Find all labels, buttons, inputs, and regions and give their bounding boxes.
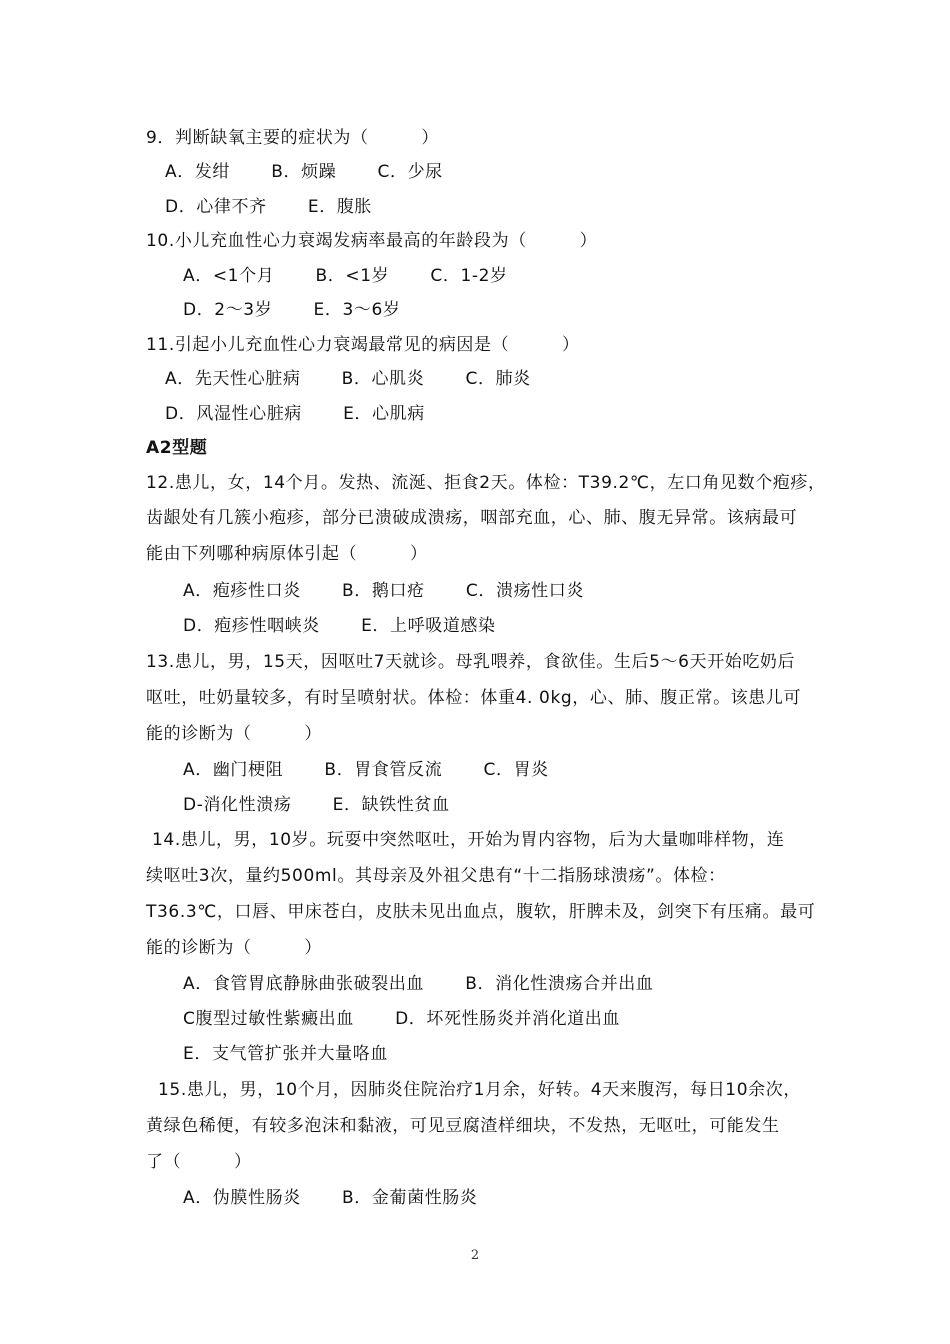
question-10: 10.小儿充血性心力衰竭发病率最高的年龄段为（ ） xyxy=(146,231,598,251)
question-15-line-1: 15.患儿，男，10个月，因肺炎住院治疗1月余，好转。4天来腹泻，每日10余次， xyxy=(146,1080,801,1100)
question-14-option-e: E．支气管扩张并大量咯血 xyxy=(183,1044,388,1064)
question-9: 9．判断缺氧主要的症状为（ ） xyxy=(146,128,440,148)
question-14-options-cd: C腹型过敏性紫癜出血 D．坏死性肠炎并消化道出血 xyxy=(183,1009,620,1029)
question-15-line-3: 了（ ） xyxy=(146,1152,252,1172)
question-12-options-abc: A．疱疹性口炎 B．鹅口疮 C．溃疡性口炎 xyxy=(183,581,584,601)
question-9-options-abc: A．发绀 B．烦躁 C．少尿 xyxy=(165,162,443,182)
question-13-line-1: 13.患儿，男，15天，因呕吐7天就诊。母乳喂养，食欲佳。生后5～6天开始吃奶后 xyxy=(146,652,796,672)
question-12-options-de: D．疱疹性咽峡炎 E．上呼吸道感染 xyxy=(183,616,496,636)
question-14-line-3: T36.3℃，口唇、甲床苍白，皮肤未见出血点，腹软，肝脾未及，剑突下有压痛。最可 xyxy=(146,902,816,922)
question-11-options-de: D．风湿性心脏病 E．心肌病 xyxy=(165,404,425,424)
page-number: 2 xyxy=(470,1248,480,1263)
question-10-options-abc: A．<1个月 B．<1岁 C．1-2岁 xyxy=(183,266,508,286)
question-13-line-3: 能的诊断为（ ） xyxy=(146,724,322,744)
question-14-line-2: 续呕吐3次，量约500ml。其母亲及外祖父患有“十二指肠球溃疡”。体检： xyxy=(146,866,726,886)
question-11: 11.引起小儿充血性心力衰竭最常见的病因是（ ） xyxy=(146,335,580,355)
question-13-line-2: 呕吐，吐奶量较多，有时呈喷射状。体检：体重4. 0kg，心、肺、腹正常。该患儿可 xyxy=(146,688,802,708)
question-11-options-abc: A．先天性心脏病 B．心肌炎 C．肺炎 xyxy=(165,369,531,389)
question-13-options-abc: A．幽门梗阻 B．胃食管反流 C．胃炎 xyxy=(183,760,549,780)
question-12-line-2: 齿龈处有几簇小疱疹，部分已溃破成溃疡，咽部充血，心、肺、腹无异常。该病最可 xyxy=(146,508,798,528)
question-13-options-de: D-消化性溃疡 E．缺铁性贫血 xyxy=(183,795,450,815)
question-9-options-de: D．心律不齐 E．腹胀 xyxy=(165,197,373,217)
question-14-line-1: 14.患儿，男，10岁。玩耍中突然呕吐，开始为胃内容物，后为大量咖啡样物，连 xyxy=(146,830,785,850)
question-14-line-4: 能的诊断为（ ） xyxy=(146,938,322,958)
question-10-options-de: D．2～3岁 E．3～6岁 xyxy=(183,300,401,320)
question-15-line-2: 黄绿色稀便，有较多泡沫和黏液，可见豆腐渣样细块，不发热，无呕吐，可能发生 xyxy=(146,1116,780,1136)
question-14-options-ab: A．食管胃底静脉曲张破裂出血 B．消化性溃疡合并出血 xyxy=(183,974,654,994)
question-12-line-3: 能由下列哪种病原体引起（ ） xyxy=(146,544,428,564)
question-15-options-ab: A．伪膜性肠炎 B．金葡菌性肠炎 xyxy=(183,1188,478,1208)
question-12-line-1: 12.患儿，女，14个月。发热、流涎、拒食2天。体检：T39.2℃，左口角见数个疱疹， xyxy=(146,473,826,493)
section-heading-a2: A2型题 xyxy=(146,438,208,458)
